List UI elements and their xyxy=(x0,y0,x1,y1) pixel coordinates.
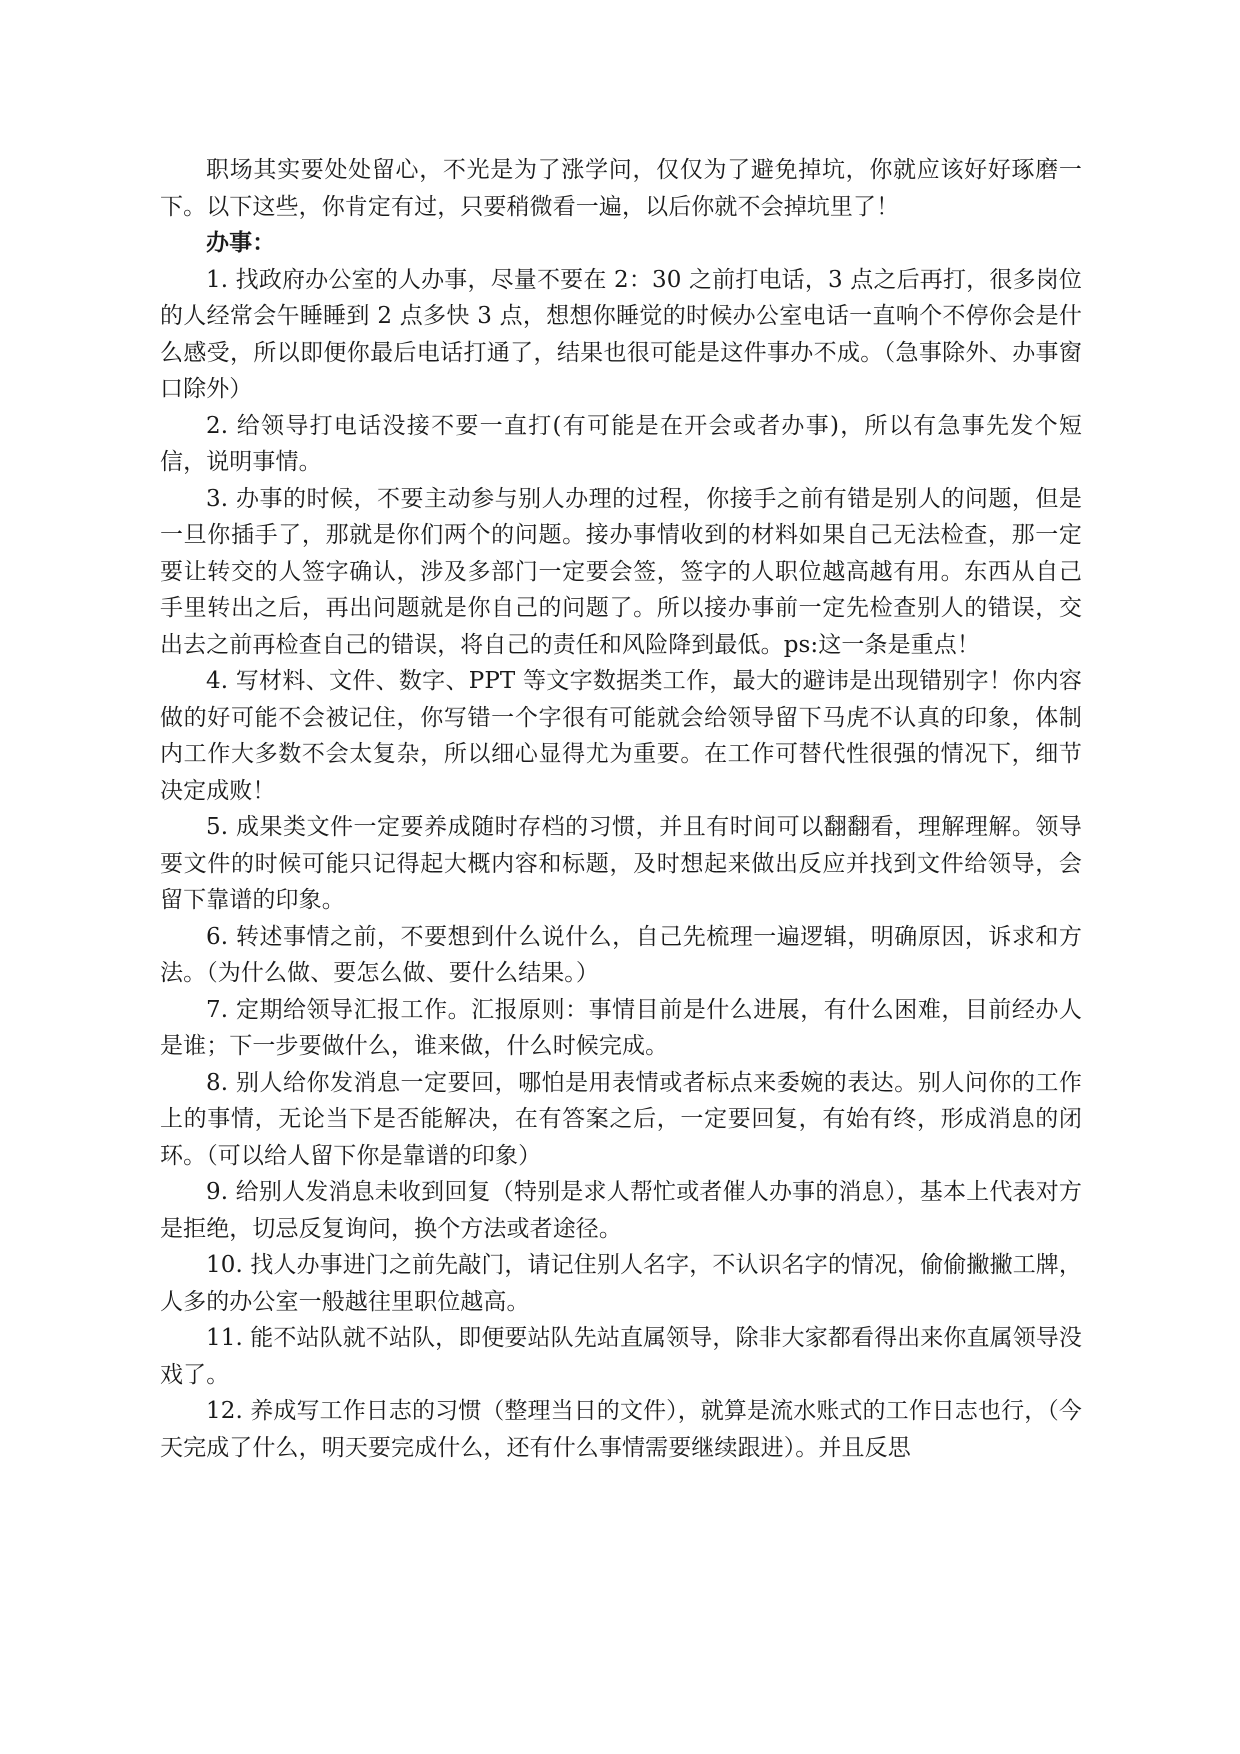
list-item: 8. 别人给你发消息一定要回，哪怕是用表情或者标点来委婉的表达。别人问你的工作上的事情，无论当下是否能解决，在有答案之后，一定要回复，有始有终，形成消息的闭环。（可以给人留下你是靠谱的印象） xyxy=(160,1069,1082,1169)
list-item: 3. 办事的时候，不要主动参与别人办理的过程，你接手之前有错是别人的问题，但是一旦你插手了，那就是你们两个的问题。接办事情收到的材料如果自己无法检查，那一定要让转交的人签字确认，涉及多部门一定要会签，签字的人职位越高越有用。东西从自己手里转出之后，再出问题就是你自己的问题了。所以接办事前一定先检查别人的错误，交出去之前再检查自己的错误，将自己的责任和风险降到最低。ps:这一条是重点！ xyxy=(160,485,1082,658)
section-heading: 办事： xyxy=(206,229,276,256)
list-item: 5. 成果类文件一定要养成随时存档的习惯，并且有时间可以翻翻看，理解理解。领导要文件的时候可能只记得起大概内容和标题，及时想起来做出反应并找到文件给领导，会留下靠谱的印象。 xyxy=(160,814,1082,913)
list-item: 7. 定期给领导汇报工作。汇报原则：事情目前是什么进展，有什么困难，目前经办人是谁；下一步要做什么，谁来做，什么时候完成。 xyxy=(160,996,1082,1059)
list-item: 11. 能不站队就不站队，即便要站队先站直属领导，除非大家都看得出来你直属领导没戏了。 xyxy=(160,1325,1082,1388)
list-item: 4. 写材料、文件、数字、PPT 等文字数据类工作，最大的避讳是出现错别字！你内容做的好可能不会被记住，你写错一个字很有可能就会给领导留下马虎不认真的印象，体制内工作大多数不会太复杂，所以细心显得尤为重要。在工作可替代性很强的情况下，细节决定成败！ xyxy=(160,668,1082,804)
list-item: 9. 给别人发消息未收到回复（特别是求人帮忙或者催人办事的消息），基本上代表对方是拒绝，切忌反复询问，换个方法或者途径。 xyxy=(160,1179,1082,1242)
document-page xyxy=(160,152,1082,1466)
list-item: 1. 找政府办公室的人办事，尽量不要在 2：30 之前打电话，3 点之后再打，很多岗位的人经常会午睡睡到 2 点多快 3 点，想想你睡觉的时候办公室电话一直响个不停你会是什么感受，所以即便你最后电话打通了，结果也很可能是这件事办不成。（急事除外、办事窗口除外） xyxy=(160,266,1082,402)
list-item: 12. 养成写工作日志的习惯（整理当日的文件），就算是流水账式的工作日志也行，（今天完成了什么，明天要完成什么，还有什么事情需要继续跟进）。并且反思 xyxy=(160,1398,1082,1461)
list-item: 10. 找人办事进门之前先敲门，请记住别人名字，不认识名字的情况，偷偷撇撇工牌，人多的办公室一般越往里职位越高。 xyxy=(160,1252,1082,1315)
list-item: 6. 转述事情之前，不要想到什么说什么，自己先梳理一遍逻辑，明确原因，诉求和方法。（为什么做、要怎么做、要什么结果。） xyxy=(160,923,1082,986)
list-item: 2. 给领导打电话没接不要一直打(有可能是在开会或者办事)，所以有急事先发个短信，说明事情。 xyxy=(160,412,1082,475)
intro-paragraph: 职场其实要处处留心，不光是为了涨学问，仅仅为了避免掉坑，你就应该好好琢磨一下。以下这些，你肯定有过，只要稍微看一遍，以后你就不会掉坑里了！ xyxy=(160,157,1082,220)
